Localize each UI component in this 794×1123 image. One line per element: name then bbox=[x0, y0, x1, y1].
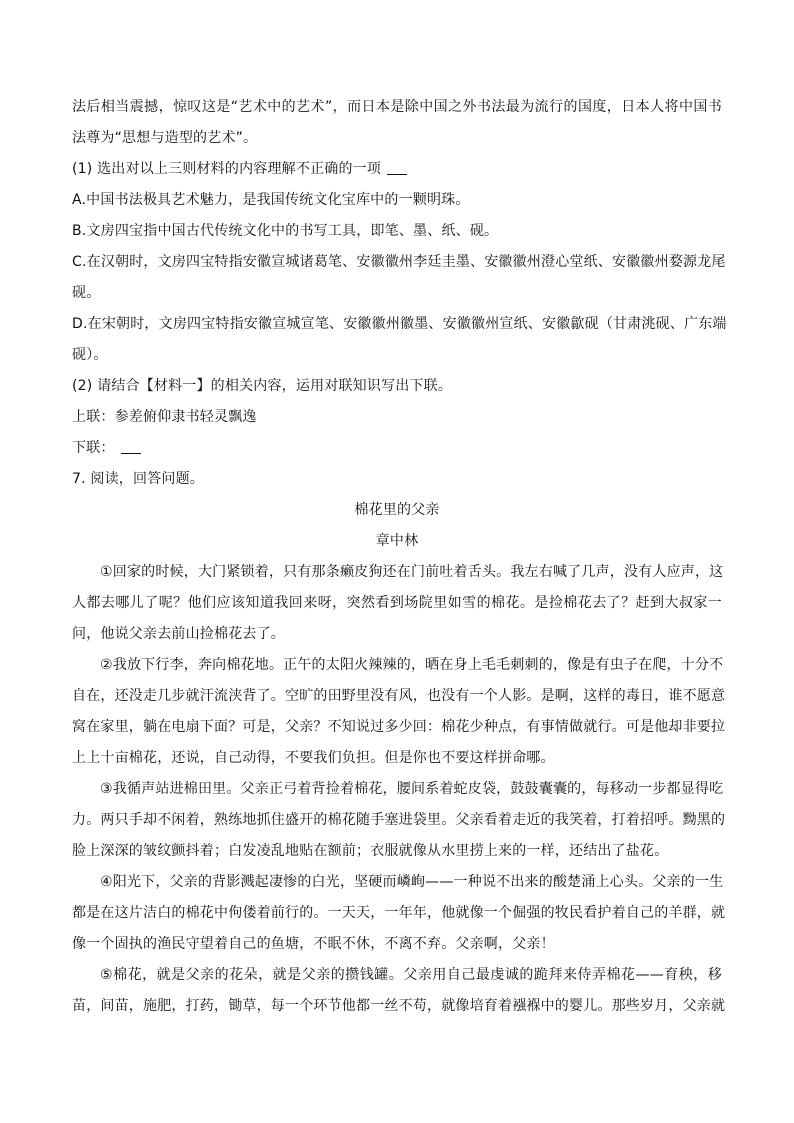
option-b: B.文房四宝指中国古代传统文化中的书写工具，即笔、墨、纸、砚。 bbox=[72, 223, 499, 239]
option-c-line-1: C.在汉朝时，文房四宝特指安徽宣城诸葛笔、安徽徽州李廷圭墨、安徽徽州澄心堂纸、安徽徽州婺源龙尾 bbox=[72, 254, 726, 270]
article-title: 棉花里的父亲 bbox=[354, 502, 440, 518]
question-2-stem: (2) 请结合【材料一】的相关内容，运用对联知识写出下联。 bbox=[72, 378, 453, 394]
paragraph-2-line-1: ②我放下行李，奔向棉花地。正午的太阳火辣辣的，晒在身上毛毛刺刺的，像是有虫子在爬，十分不 bbox=[100, 657, 724, 673]
paragraph-3-line-1: ③我循声站进棉田里。父亲正弓着背捡着棉花，腰间系着蛇皮袋，鼓鼓囊囊的，每移动一步都显得吃 bbox=[100, 781, 724, 797]
answer-blank-2[interactable] bbox=[121, 439, 141, 454]
paragraph-5-line-2: 苗，间苗，施肥，打药，锄草，每一个环节他都一丝不苟，就像培育着襁褓中的婴儿。那些岁月，父亲就 bbox=[72, 998, 726, 1014]
option-d-line-1: D.在宋朝时，文房四宝特指安徽宣城宣笔、安徽徽州徽墨、安徽徽州宣纸、安徽歙砚（甘肃洮砚、广东端 bbox=[72, 316, 727, 332]
paragraph-1-line-1: ①回家的时候，大门紧锁着，只有那条癞皮狗还在门前吐着舌头。我左右喊了几声，没有人应声，这 bbox=[100, 564, 724, 580]
couplet-lower-label: 下联： bbox=[72, 440, 115, 456]
paragraph-2-line-4: 上上十亩棉花，还说，自己动得，不要我们负担。但是你也不要这样拼命哪。 bbox=[72, 750, 555, 766]
intro-line-1: 法后相当震撼，惊叹这是“艺术中的艺术”，而日本是除中国之外书法最为流行的国度，日本人将中国书 bbox=[72, 99, 722, 115]
intro-line-2: 法尊为“思想与造型的艺术”。 bbox=[72, 130, 258, 146]
option-a: A.中国书法极具艺术魅力，是我国传统文化宝库中的一颗明珠。 bbox=[72, 192, 470, 208]
document-page bbox=[72, 92, 727, 1022]
paragraph-4-line-2: 都是在这片洁白的棉花中佝偻着前行的。一天天，一年年，他就像一个倔强的牧民看护着自己的羊群，就 bbox=[72, 905, 726, 921]
option-d-line-2: 砚）。 bbox=[72, 347, 108, 363]
answer-blank-1[interactable] bbox=[387, 160, 407, 175]
paragraph-4-line-3: 像一个固执的渔民守望着自己的鱼塘，不眠不休，不离不弃。父亲啊，父亲！ bbox=[72, 936, 555, 952]
question-1-text: (1) 选出对以上三则材料的内容理解不正确的一项 bbox=[72, 161, 382, 177]
paragraph-2-line-2: 自在，还没走几步就汗流浃背了。空旷的田野里没有风，也没有一个人影。是啊，这样的毒日，谁不愿意 bbox=[72, 688, 726, 704]
option-c-line-2: 砚。 bbox=[72, 285, 101, 301]
paragraph-2-line-3: 窝在家里，躺在电扇下面？可是，父亲？不知说过多少回：棉花少种点，有事情做就行。可是他却非要拉 bbox=[72, 719, 726, 735]
question-1-stem bbox=[72, 154, 722, 185]
article-author: 章中林 bbox=[375, 533, 419, 549]
question-7-stem: 7. 阅读，回答问题。 bbox=[72, 471, 205, 487]
couplet-upper: 上联：参差俯仰隶书轻灵飘逸 bbox=[72, 409, 257, 425]
paragraph-4-line-1: ④阳光下，父亲的背影溅起凄惨的白光，坚硬而嶙峋——一种说不出来的酸楚涌上心头。父亲的一生 bbox=[100, 874, 724, 890]
paragraph-3-line-3: 脸上深深的皱纹颤抖着；白发凌乱地贴在额前；衣服就像从水里捞上来的一样，还结出了盐花。 bbox=[72, 843, 669, 859]
paragraph-3-line-2: 力。两只手却不闲着，熟练地抓住盛开的棉花随手塞进袋里。父亲看着走近的我笑着，打着招呼。黝黑的 bbox=[72, 812, 726, 828]
paragraph-1-line-3: 问，他说父亲去前山捡棉花去了。 bbox=[72, 626, 285, 642]
couplet-lower bbox=[72, 433, 722, 464]
paragraph-1-line-2: 人都去哪儿了呢？他们应该知道我回来呀，突然看到场院里如雪的棉花。是捡棉花去了？赶到大叔家一 bbox=[72, 595, 722, 611]
paragraph-5-line-1: ⑤棉花，就是父亲的花朵，就是父亲的攒钱罐。父亲用自己最虔诚的跪拜来侍弄棉花——育秧，移 bbox=[100, 967, 722, 983]
